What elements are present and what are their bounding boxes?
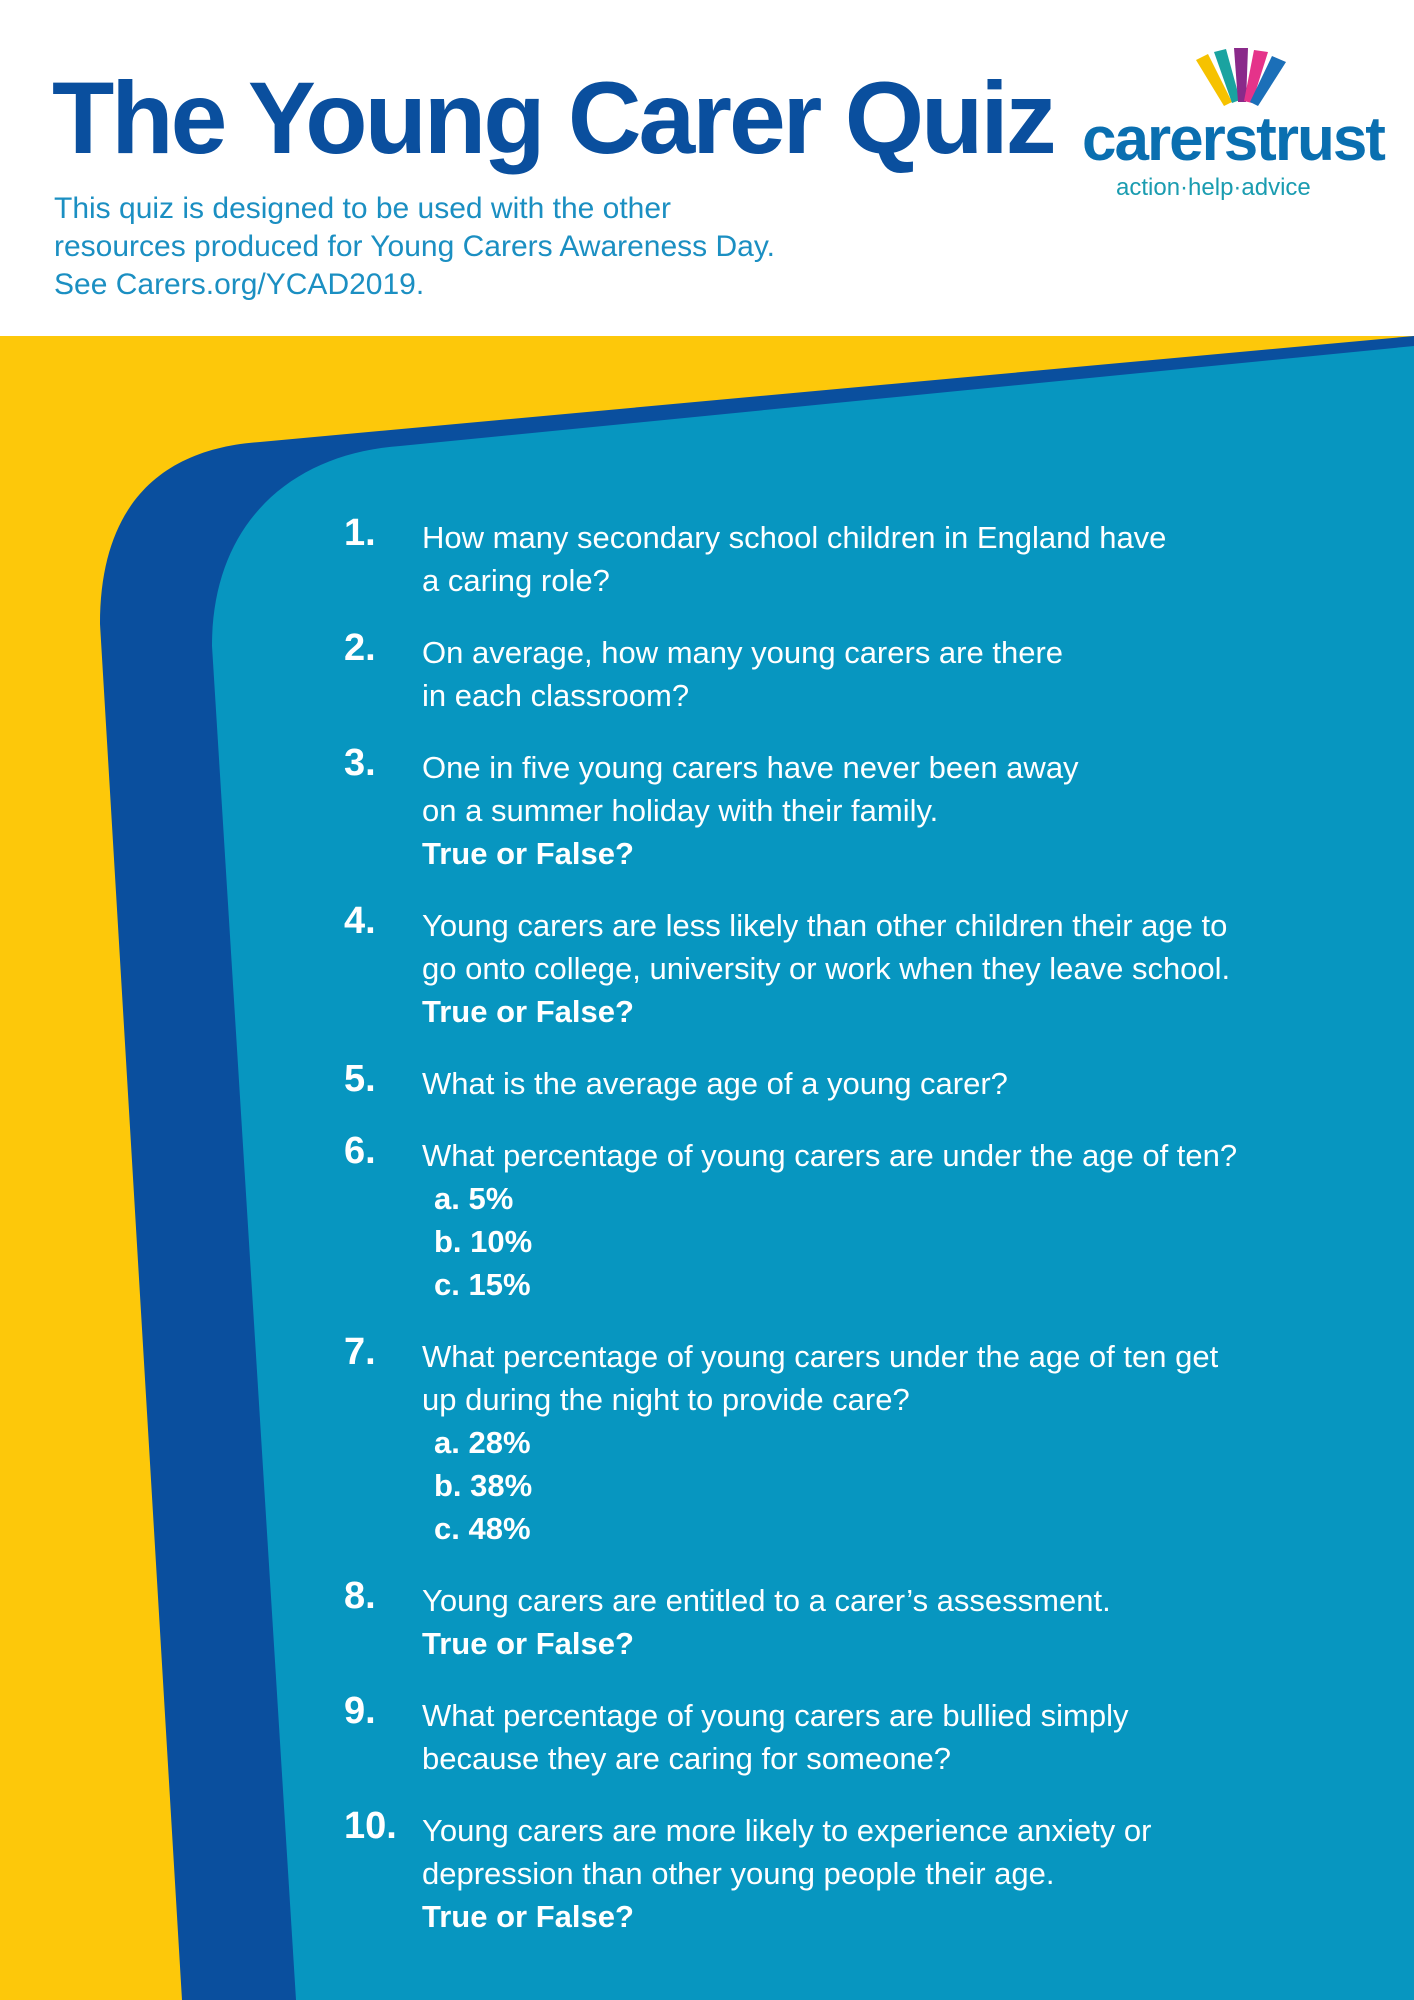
question-line: What is the average age of a young carer? (422, 1066, 1008, 1101)
answer-option: a. 28% (434, 1425, 531, 1460)
question-number: 4. (344, 900, 376, 942)
answer-option: c. 15% (434, 1267, 531, 1302)
header (0, 0, 1414, 336)
quiz-question (344, 1331, 1394, 1550)
intro-text (54, 190, 874, 304)
question-text (422, 1694, 1394, 1780)
question-text (422, 631, 1394, 717)
quiz-question (344, 627, 1394, 717)
quiz-question (344, 900, 1394, 1033)
question-text (422, 1579, 1394, 1622)
intro-line: See Carers.org/YCAD2019. (54, 268, 425, 301)
question-line: Young carers are more likely to experience anxiety or (422, 1813, 1152, 1848)
answer-option: b. 10% (434, 1224, 533, 1259)
question-text (422, 1809, 1394, 1895)
question-line: on a summer holiday with their family. (422, 793, 939, 828)
true-or-false-prompt: True or False? (422, 994, 634, 1029)
quiz-question (344, 1575, 1394, 1665)
logo-tagline: action·help·advice (1116, 174, 1311, 201)
question-line: One in five young carers have never been away (422, 750, 1079, 785)
question-line: Young carers are entitled to a carer’s assessment. (422, 1583, 1111, 1618)
answer-option: c. 48% (434, 1511, 531, 1546)
true-or-false-prompt: True or False? (422, 1626, 634, 1661)
question-number: 10. (344, 1805, 397, 1847)
answer-option: b. 38% (434, 1468, 533, 1503)
question-number: 3. (344, 742, 376, 784)
question-line: Young carers are less likely than other children their age to (422, 908, 1228, 943)
question-text (422, 746, 1394, 832)
question-number: 9. (344, 1690, 376, 1732)
question-text (422, 904, 1394, 990)
question-line: What percentage of young carers are under the age of ten? (422, 1138, 1238, 1173)
question-line: On average, how many young carers are there (422, 635, 1064, 670)
question-number: 8. (344, 1575, 376, 1617)
question-text (422, 1134, 1394, 1177)
quiz-questions (344, 512, 1394, 1967)
question-line: How many secondary school children in England have (422, 520, 1167, 555)
quiz-question (344, 742, 1394, 875)
question-line: a caring role? (422, 563, 610, 598)
question-number: 7. (344, 1331, 376, 1373)
question-line: depression than other young people their age. (422, 1856, 1055, 1891)
quiz-question (344, 1130, 1394, 1306)
question-line: because they are caring for someone? (422, 1741, 952, 1776)
question-number: 6. (344, 1130, 376, 1172)
carers-trust-logo (1076, 48, 1386, 201)
intro-line: This quiz is designed to be used with the other (54, 192, 672, 225)
logo-wordmark: carerstrust (1082, 105, 1384, 174)
question-text (422, 516, 1394, 602)
quiz-question (344, 1690, 1394, 1780)
quiz-question (344, 1058, 1394, 1105)
intro-line: resources produced for Young Carers Awareness Day. (54, 230, 775, 263)
question-line: in each classroom? (422, 678, 690, 713)
question-number: 5. (344, 1058, 376, 1100)
question-number: 2. (344, 627, 376, 669)
fan-logo-icon (1194, 48, 1290, 112)
answer-option: a. 5% (434, 1181, 514, 1216)
question-line: What percentage of young carers under the age of ten get (422, 1339, 1219, 1374)
true-or-false-prompt: True or False? (422, 1899, 634, 1934)
question-text (422, 1335, 1394, 1421)
true-or-false-prompt: True or False? (422, 836, 634, 871)
question-line: What percentage of young carers are bullied simply (422, 1698, 1129, 1733)
question-text (422, 1062, 1394, 1105)
question-line: up during the night to provide care? (422, 1382, 910, 1417)
question-line: go onto college, university or work when they leave school. (422, 951, 1231, 986)
page-title: The Young Carer Quiz (52, 61, 1054, 175)
quiz-question (344, 512, 1394, 602)
quiz-question (344, 1805, 1394, 1938)
question-number: 1. (344, 512, 376, 554)
